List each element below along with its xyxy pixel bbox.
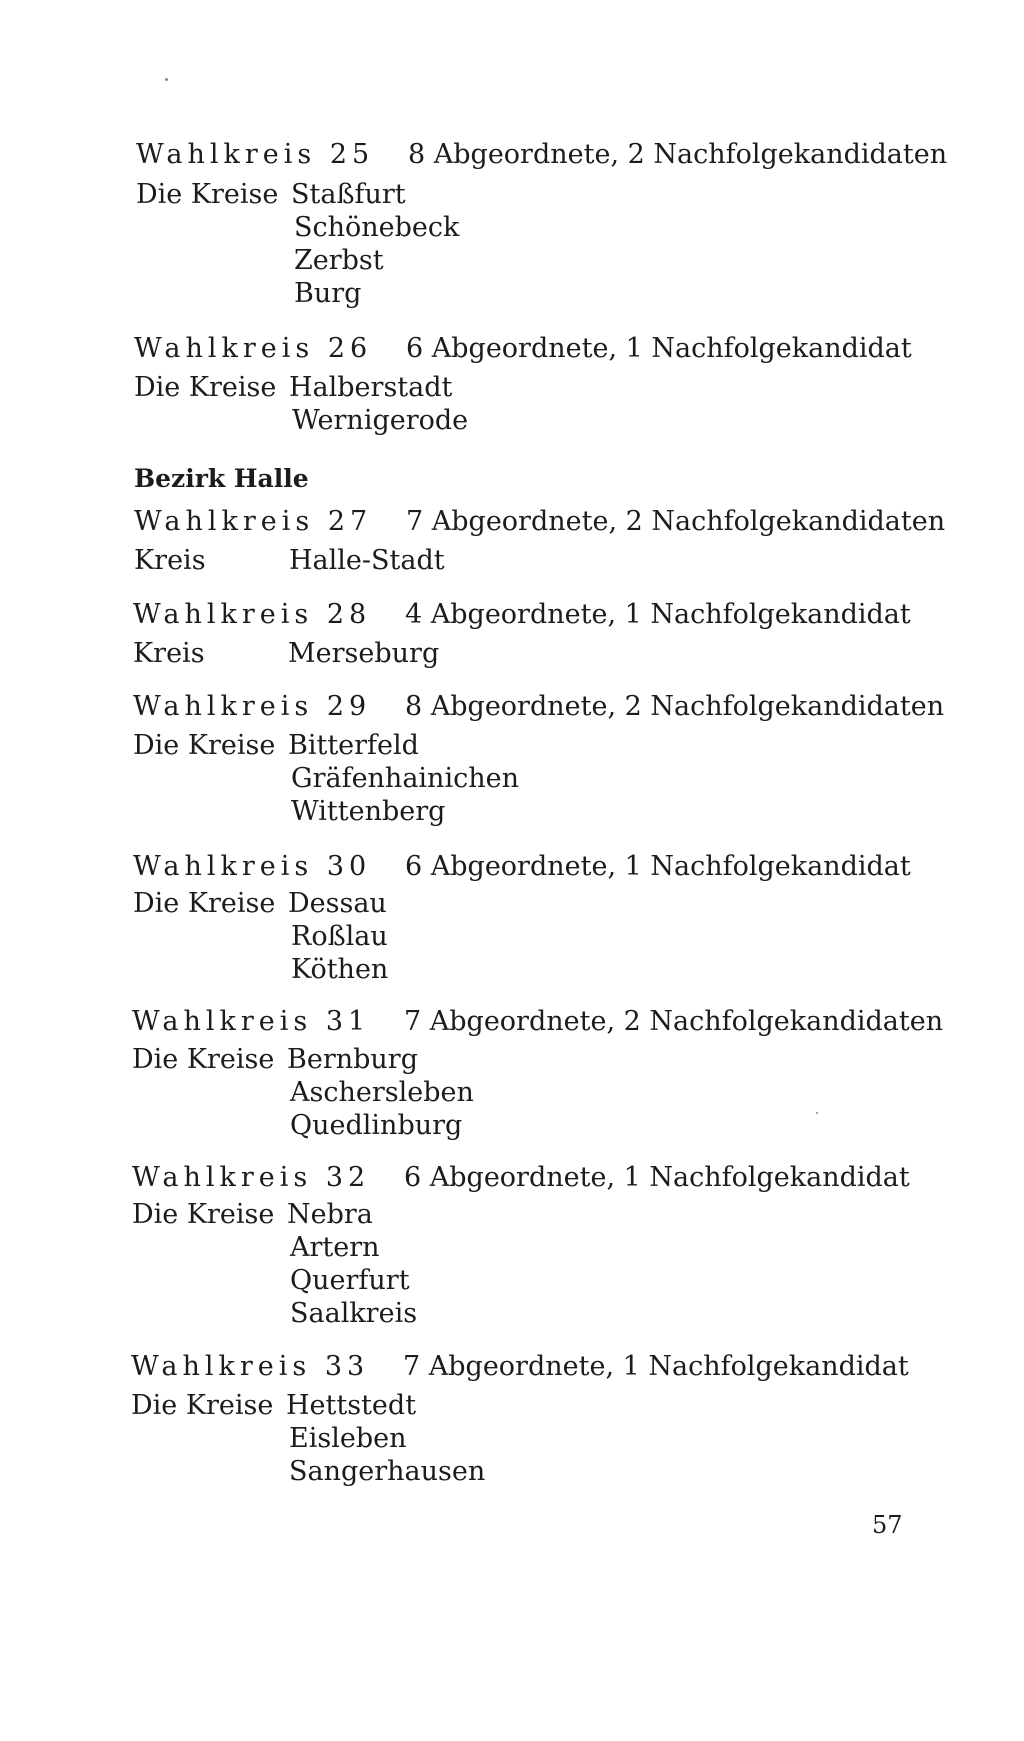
district-name: Quedlinburg [290, 1110, 463, 1141]
seat-allocation: 6 Abgeordnete, 1 Nachfolgekandidat [404, 1162, 910, 1193]
print-speck [165, 78, 168, 81]
district-line [133, 887, 387, 921]
wahlkreis-label: Wahlkreis 29 [133, 691, 372, 722]
district-lead: Die Kreise [131, 1390, 274, 1421]
wahlkreis-label: Wahlkreis 31 [132, 1006, 371, 1037]
district-name: Bernburg [287, 1044, 418, 1075]
district-lead: Die Kreise [134, 372, 277, 403]
district-lead: Die Kreise [136, 179, 279, 210]
district-name: Staßfurt [291, 179, 406, 210]
wahlkreis-label: Wahlkreis 30 [133, 851, 372, 882]
district-name: Eisleben [289, 1423, 407, 1454]
district-lead: Die Kreise [133, 730, 276, 761]
seat-allocation: 4 Abgeordnete, 1 Nachfolgekandidat [405, 599, 911, 630]
seat-allocation: 7 Abgeordnete, 2 Nachfolgekandidaten [404, 1006, 944, 1037]
district-line [134, 371, 452, 405]
wahlkreis-label: Wahlkreis 32 [132, 1162, 371, 1193]
district-name: Wittenberg [291, 796, 446, 827]
district-name: Artern [290, 1232, 380, 1263]
district-name: Nebra [287, 1199, 373, 1230]
district-line [133, 637, 439, 671]
wahlkreis-label: Wahlkreis 33 [131, 1351, 370, 1382]
district-lead: Kreis [134, 545, 206, 576]
seat-allocation: 8 Abgeordnete, 2 Nachfolgekandidaten [405, 691, 945, 722]
district-name: Halberstadt [289, 372, 453, 403]
district-line [131, 1389, 416, 1423]
district-lead: Kreis [133, 638, 205, 669]
district-name: Aschersleben [290, 1077, 474, 1108]
district-name: Bitterfeld [288, 730, 419, 761]
district-name: Hettstedt [286, 1390, 417, 1421]
wahlkreis-header [136, 138, 947, 172]
seat-allocation: 7 Abgeordnete, 1 Nachfolgekandidat [403, 1351, 909, 1382]
print-speck [816, 1112, 818, 1114]
district-name: Zerbst [294, 245, 384, 276]
district-name: Wernigerode [292, 405, 469, 436]
district-name: Burg [294, 278, 362, 309]
seat-allocation: 6 Abgeordnete, 1 Nachfolgekandidat [405, 851, 911, 882]
district-lead: Die Kreise [132, 1044, 275, 1075]
district-line [134, 544, 445, 578]
wahlkreis-label: Wahlkreis 27 [134, 506, 373, 537]
wahlkreis-header [133, 850, 911, 884]
district-lead: Die Kreise [133, 888, 276, 919]
district-line [136, 178, 406, 212]
district-name: Sangerhausen [289, 1456, 486, 1487]
wahlkreis-label: Wahlkreis 28 [133, 599, 372, 630]
district-name: Köthen [291, 954, 389, 985]
district-name: Saalkreis [290, 1298, 418, 1329]
district-name: Querfurt [290, 1265, 410, 1296]
wahlkreis-header [134, 505, 945, 539]
district-name: Merseburg [288, 638, 440, 669]
wahlkreis-header [133, 690, 944, 724]
page-number: 57 [872, 1511, 903, 1539]
district-name: Halle-Stadt [289, 545, 445, 576]
district-line [132, 1043, 418, 1077]
district-name: Roßlau [291, 921, 388, 952]
district-name: Schönebeck [294, 212, 460, 243]
wahlkreis-header [132, 1161, 910, 1195]
seat-allocation: 6 Abgeordnete, 1 Nachfolgekandidat [406, 333, 912, 364]
wahlkreis-header [133, 598, 911, 632]
district-line [132, 1198, 373, 1232]
district-name: Gräfenhainichen [291, 763, 519, 794]
wahlkreis-header [134, 332, 912, 366]
seat-allocation: 7 Abgeordnete, 2 Nachfolgekandidaten [406, 506, 946, 537]
district-name: Dessau [288, 888, 387, 919]
seat-allocation: 8 Abgeordnete, 2 Nachfolgekandidaten [408, 139, 948, 170]
district-lead: Die Kreise [132, 1199, 275, 1230]
district-line [133, 729, 419, 763]
wahlkreis-label: Wahlkreis 25 [136, 139, 375, 170]
wahlkreis-label: Wahlkreis 26 [134, 333, 373, 364]
wahlkreis-header [131, 1350, 909, 1384]
wahlkreis-header [132, 1005, 943, 1039]
bezirk-heading: Bezirk Halle [134, 464, 309, 493]
